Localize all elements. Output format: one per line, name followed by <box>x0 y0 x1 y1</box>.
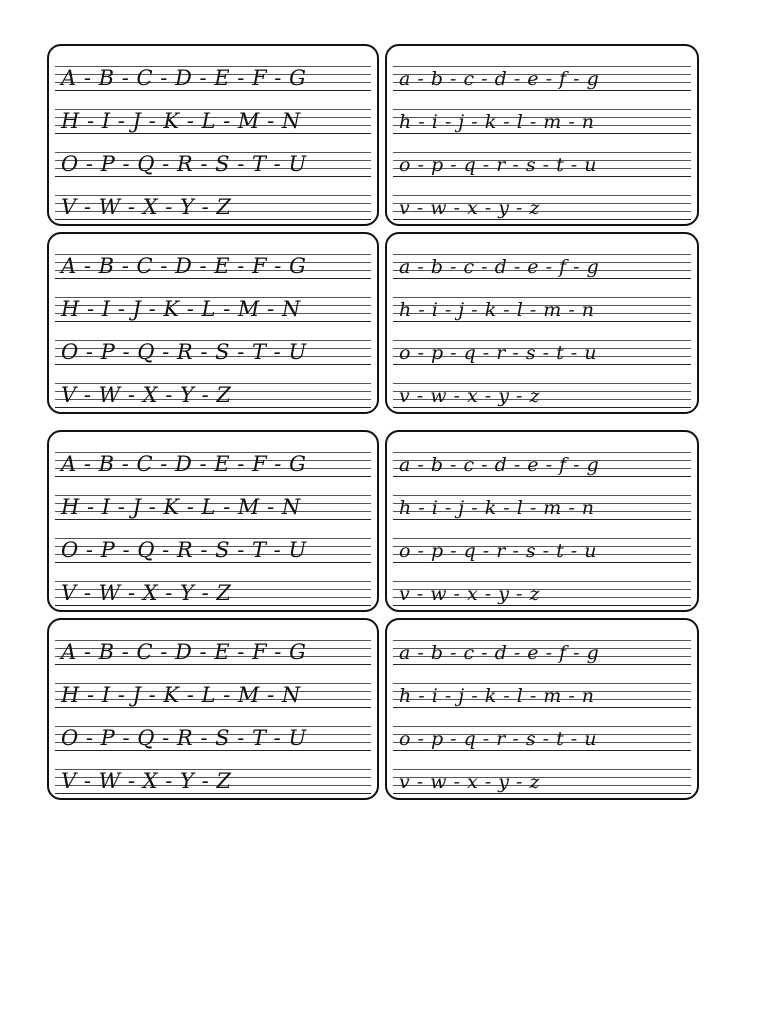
lowercase-row <box>399 489 689 519</box>
uppercase-row-text: A - B - C - D - E - F - G <box>61 640 307 664</box>
lowercase-row <box>399 248 689 278</box>
uppercase-row <box>61 377 369 407</box>
lowercase-row <box>399 720 689 750</box>
uppercase-card-3 <box>47 430 379 612</box>
lowercase-row-text: h - i - j - k - l - m - n <box>399 685 595 707</box>
lowercase-row <box>399 291 689 321</box>
uppercase-row-text: H - I - J - K - L - M - N <box>61 297 301 321</box>
uppercase-row <box>61 446 369 476</box>
lowercase-row <box>399 575 689 605</box>
uppercase-row-text: O - P - Q - R - S - T - U <box>61 152 307 176</box>
uppercase-row <box>61 763 369 793</box>
uppercase-row <box>61 532 369 562</box>
uppercase-row-text: H - I - J - K - L - M - N <box>61 495 301 519</box>
uppercase-row <box>61 489 369 519</box>
uppercase-card-4 <box>47 618 379 800</box>
lowercase-card-4 <box>385 618 699 800</box>
lowercase-row <box>399 377 689 407</box>
uppercase-row <box>61 189 369 219</box>
uppercase-row-text: O - P - Q - R - S - T - U <box>61 726 307 750</box>
lowercase-row-text: v - w - x - y - z <box>399 583 540 605</box>
uppercase-row-text: V - W - X - Y - Z <box>61 195 232 219</box>
lowercase-row-text: a - b - c - d - e - f - g <box>399 256 600 278</box>
lowercase-row-text: o - p - q - r - s - t - u <box>399 154 597 176</box>
uppercase-row <box>61 677 369 707</box>
lowercase-row-text: v - w - x - y - z <box>399 197 540 219</box>
uppercase-card-1 <box>47 44 379 226</box>
uppercase-row-text: O - P - Q - R - S - T - U <box>61 340 307 364</box>
uppercase-row <box>61 634 369 664</box>
lowercase-row-text: h - i - j - k - l - m - n <box>399 111 595 133</box>
lowercase-row <box>399 634 689 664</box>
uppercase-row <box>61 248 369 278</box>
uppercase-row <box>61 60 369 90</box>
lowercase-row <box>399 677 689 707</box>
lowercase-row-text: o - p - q - r - s - t - u <box>399 540 597 562</box>
lowercase-row-text: h - i - j - k - l - m - n <box>399 497 595 519</box>
lowercase-row-text: a - b - c - d - e - f - g <box>399 454 600 476</box>
uppercase-row-text: A - B - C - D - E - F - G <box>61 66 307 90</box>
lowercase-row-text: h - i - j - k - l - m - n <box>399 299 595 321</box>
lowercase-card-2 <box>385 232 699 414</box>
lowercase-row <box>399 763 689 793</box>
uppercase-row-text: H - I - J - K - L - M - N <box>61 683 301 707</box>
uppercase-row-text: O - P - Q - R - S - T - U <box>61 538 307 562</box>
uppercase-row-text: A - B - C - D - E - F - G <box>61 254 307 278</box>
uppercase-row-text: V - W - X - Y - Z <box>61 383 232 407</box>
lowercase-row-text: a - b - c - d - e - f - g <box>399 68 600 90</box>
uppercase-card-2 <box>47 232 379 414</box>
uppercase-row <box>61 334 369 364</box>
lowercase-row <box>399 60 689 90</box>
uppercase-row <box>61 103 369 133</box>
lowercase-row <box>399 103 689 133</box>
uppercase-row <box>61 291 369 321</box>
lowercase-row <box>399 334 689 364</box>
uppercase-row-text: V - W - X - Y - Z <box>61 581 232 605</box>
lowercase-row-text: o - p - q - r - s - t - u <box>399 342 597 364</box>
uppercase-row <box>61 575 369 605</box>
uppercase-row-text: A - B - C - D - E - F - G <box>61 452 307 476</box>
lowercase-row-text: a - b - c - d - e - f - g <box>399 642 600 664</box>
lowercase-row-text: v - w - x - y - z <box>399 385 540 407</box>
lowercase-row <box>399 189 689 219</box>
lowercase-row <box>399 532 689 562</box>
uppercase-row <box>61 146 369 176</box>
lowercase-row-text: v - w - x - y - z <box>399 771 540 793</box>
lowercase-row <box>399 446 689 476</box>
lowercase-row <box>399 146 689 176</box>
uppercase-row-text: V - W - X - Y - Z <box>61 769 232 793</box>
lowercase-card-1 <box>385 44 699 226</box>
lowercase-row-text: o - p - q - r - s - t - u <box>399 728 597 750</box>
uppercase-row <box>61 720 369 750</box>
uppercase-row-text: H - I - J - K - L - M - N <box>61 109 301 133</box>
lowercase-card-3 <box>385 430 699 612</box>
